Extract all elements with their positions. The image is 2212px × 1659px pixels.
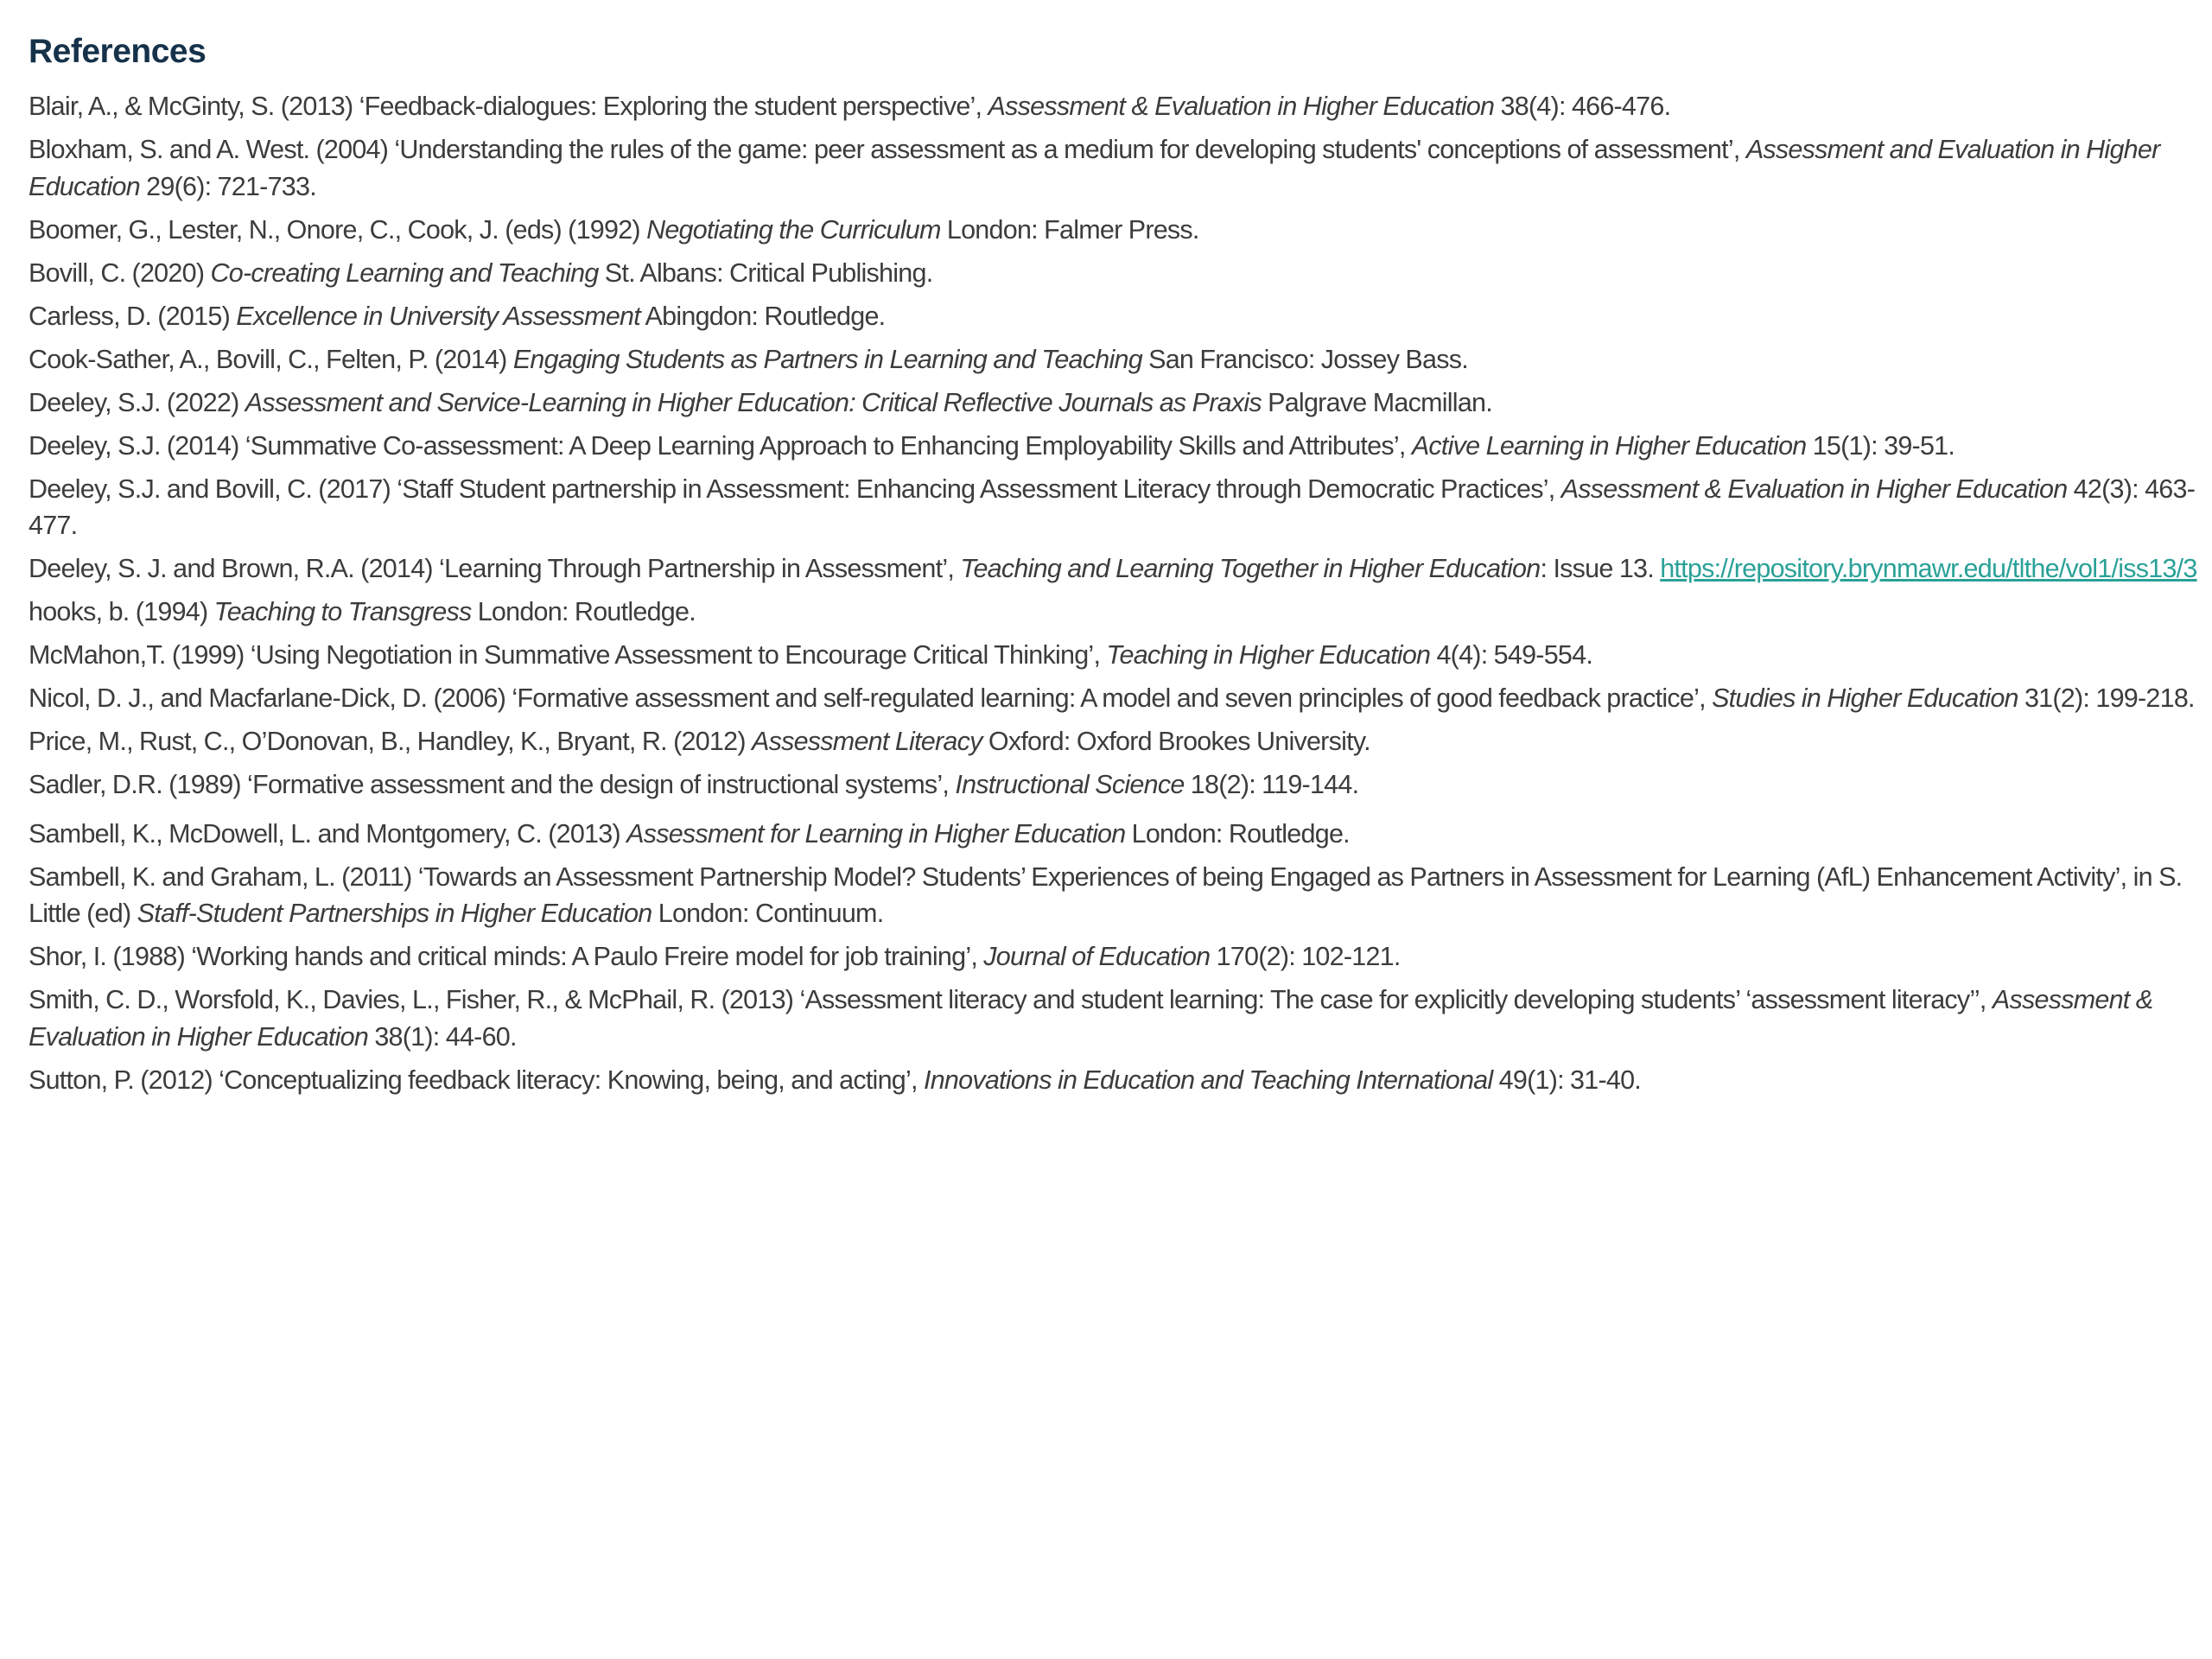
reference-item	[29, 212, 2197, 249]
reference-item	[29, 88, 2197, 125]
reference-source-title: Assessment for Learning in Higher Education	[626, 818, 1126, 849]
reference-source-title: Assessment and Service-Learning in Higher Education: Critical Reflective Journals as Praxis	[245, 387, 1262, 417]
reference-item	[29, 1062, 2197, 1099]
reference-text: hooks, b. (1994)	[29, 597, 214, 626]
reference-item	[29, 637, 2197, 674]
reference-text: : Issue 13.	[1540, 554, 1661, 583]
reference-source-title: Instructional Science	[955, 770, 1185, 799]
reference-list	[29, 88, 2197, 1098]
reference-text: London: Routledge.	[1125, 818, 1350, 849]
reference-source-title: Journal of Education	[983, 942, 1211, 971]
reference-item	[29, 766, 2197, 804]
reference-text: Cook-Sather, A., Bovill, C., Felten, P. (2014)	[29, 344, 513, 374]
reference-source-title: Assessment & Evaluation in Higher Education	[988, 92, 1495, 121]
reference-item	[29, 341, 2197, 378]
reference-text: Blair, A., & McGinty, S. (2013) ‘Feedback-dialogues: Exploring the student perspective’,	[29, 92, 988, 121]
reference-text: Abingdon: Routledge.	[639, 301, 886, 331]
reference-text: Oxford: Oxford Brookes University.	[982, 727, 1370, 756]
reference-item	[29, 550, 2197, 588]
reference-text: London: Falmer Press.	[940, 214, 1199, 245]
reference-text: Bovill, C. (2020)	[29, 257, 211, 288]
reference-text: San Francisco: Jossey Bass.	[1141, 344, 1468, 374]
reference-item	[29, 816, 2197, 853]
reference-text: Carless, D. (2015)	[29, 301, 237, 331]
reference-text: Deeley, S. J. and Brown, R.A. (2014) ‘Learning Through Partnership in Assessment’,	[29, 554, 961, 583]
reference-source-title: Studies in Higher Education	[1712, 683, 2018, 713]
reference-text: Bloxham, S. and A. West. (2004) ‘Understanding the rules of the game: peer assessment as a medium for developing students' conceptions of assessment’,	[29, 135, 1746, 164]
reference-item	[29, 255, 2197, 292]
reference-text: 170(2): 102-121.	[1210, 942, 1401, 971]
reference-text: Nicol, D. J., and Macfarlane-Dick, D. (2006) ‘Formative assessment and self-regulated learning: A model and seven principles of good feedback practice’,	[29, 683, 1713, 713]
reference-text: St. Albans: Critical Publishing.	[598, 257, 933, 288]
references-page	[29, 26, 2197, 1105]
reference-text: 4(4): 549-554.	[1430, 640, 1593, 670]
reference-source-title: Assessment Literacy	[752, 727, 982, 756]
reference-text: 29(6): 721-733.	[139, 171, 316, 201]
reference-item	[29, 938, 2197, 976]
reference-text: Boomer, G., Lester, N., Onore, C., Cook, J. (eds) (1992)	[29, 214, 647, 245]
reference-item	[29, 723, 2197, 760]
reference-source-title: Co-creating Learning and Teaching	[210, 257, 599, 288]
reference-link[interactable]: https://repository.brynmawr.edu/tlthe/vol1/iss13/3	[1660, 554, 2197, 583]
reference-source-title: Teaching in Higher Education	[1106, 640, 1431, 670]
reference-item	[29, 982, 2197, 1055]
reference-text: 38(1): 44-60.	[368, 1021, 517, 1052]
reference-text: Price, M., Rust, C., O’Donovan, B., Handley, K., Bryant, R. (2012)	[29, 727, 752, 756]
page-title: References	[29, 33, 207, 70]
reference-text: 31(2): 199-218.	[2018, 683, 2195, 713]
reference-text: London: Routledge.	[471, 597, 696, 626]
reference-source-title: Engaging Students as Partners in Learning and Teaching	[512, 344, 1142, 374]
reference-text: Sutton, P. (2012) ‘Conceptualizing feedback literacy: Knowing, being, and acting’,	[29, 1065, 924, 1095]
reference-item	[29, 385, 2197, 422]
reference-item	[29, 471, 2197, 544]
reference-item	[29, 594, 2197, 631]
reference-item	[29, 131, 2197, 205]
reference-text: McMahon,T. (1999) ‘Using Negotiation in Summative Assessment to Encourage Critical Thinking’,	[29, 640, 1107, 670]
reference-text: Deeley, S.J. (2022)	[29, 387, 245, 417]
reference-source-title: Excellence in University Assessment	[236, 301, 640, 331]
reference-item	[29, 428, 2197, 465]
reference-text: Shor, I. (1988) ‘Working hands and critical minds: A Paulo Freire model for job training’,	[29, 942, 984, 971]
reference-text: Smith, C. D., Worsfold, K., Davies, L., Fisher, R., & McPhail, R. (2013) ‘Assessment literacy and student learning: The case for explicitly developing students’ ‘assessment literacy’’,	[29, 985, 1993, 1014]
reference-text: 15(1): 39-51.	[1806, 430, 1955, 461]
reference-text: London: Continuum.	[652, 899, 884, 928]
reference-text: 49(1): 31-40.	[1492, 1065, 1642, 1095]
reference-item	[29, 859, 2197, 932]
reference-source-title: Assessment & Evaluation in Higher Education	[29, 985, 2153, 1052]
reference-source-title: Assessment and Evaluation in Higher Education	[29, 135, 2160, 201]
reference-text: Sambell, K. and Graham, L. (2011) ‘Towards an Assessment Partnership Model? Students’ Experiences of being Engaged as Partners in Assessment for Learning (AfL) Enhancement Activity’, in S. Little (ed)	[29, 861, 2183, 928]
reference-source-title: Active Learning in Higher Education	[1411, 430, 1807, 461]
reference-source-title: Assessment & Evaluation in Higher Education	[1560, 474, 2068, 504]
reference-item	[29, 298, 2197, 335]
reference-text: Deeley, S.J. (2014) ‘Summative Co-assessment: A Deep Learning Approach to Enhancing Employability Skills and Attributes’,	[29, 430, 1412, 461]
reference-text: 38(4): 466-476.	[1494, 92, 1671, 121]
reference-text: 42(3): 463-477.	[29, 474, 2196, 540]
reference-text: 18(2): 119-144.	[1184, 770, 1359, 799]
reference-text: Deeley, S.J. and Bovill, C. (2017) ‘Staff Student partnership in Assessment: Enhancing Assessment Literacy through Democratic Practices’,	[29, 474, 1561, 504]
reference-source-title: Teaching to Transgress	[213, 597, 472, 626]
reference-source-title: Negotiating the Curriculum	[646, 214, 941, 245]
reference-source-title: Innovations in Education and Teaching International	[923, 1065, 1493, 1095]
reference-source-title: Teaching and Learning Together in Higher Education	[960, 554, 1541, 583]
reference-text: Sambell, K., McDowell, L. and Montgomery, C. (2013)	[29, 818, 627, 849]
reference-item	[29, 680, 2197, 717]
reference-source-title: Staff-Student Partnerships in Higher Education	[137, 899, 652, 928]
reference-text: Sadler, D.R. (1989) ‘Formative assessment and the design of instructional systems’,	[29, 770, 956, 799]
reference-text: Palgrave Macmillan.	[1261, 387, 1492, 417]
